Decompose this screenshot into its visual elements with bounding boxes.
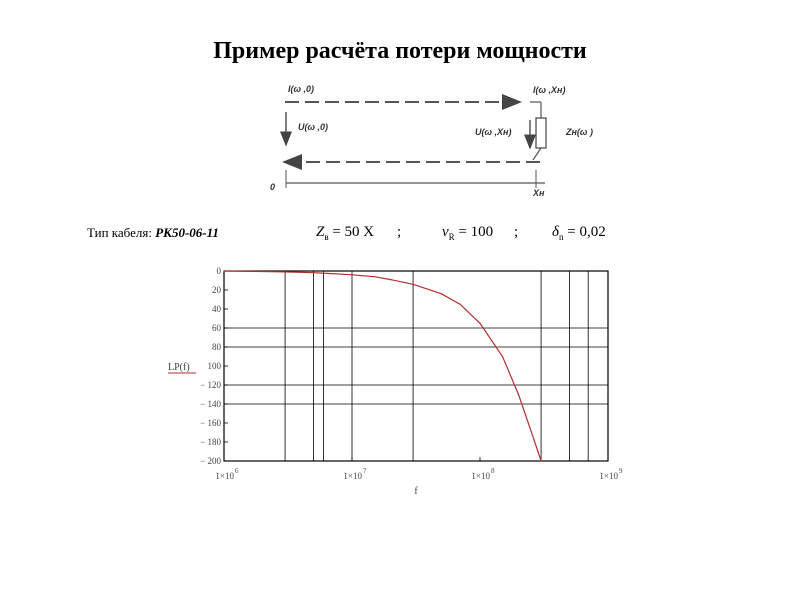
- label-i-end: I(ω ,Xн): [533, 85, 566, 95]
- label-x-end: Xн: [533, 188, 545, 198]
- eq1-sub: в: [324, 232, 329, 242]
- eq3-sub: n: [558, 232, 564, 242]
- eq1-rest: = 50 X: [328, 224, 375, 240]
- cable-type-prefix: Тип кабеля:: [87, 225, 152, 240]
- series-point: [351, 274, 352, 275]
- y-tick-label: 40: [212, 304, 221, 314]
- label-u-end: U(ω ,Xн): [475, 127, 512, 137]
- cable-type-value: РК50-06-11: [155, 225, 219, 240]
- eq3-rest: = 0,02: [563, 224, 606, 240]
- series-point: [262, 271, 263, 272]
- series-point: [284, 271, 285, 272]
- x-axis-label: f: [414, 486, 418, 497]
- eq2-rest: = 100: [454, 224, 494, 240]
- series-point: [530, 430, 531, 431]
- slide-title: Пример расчёта потери мощности: [213, 38, 587, 64]
- x-tick-label: 1×10: [343, 471, 362, 481]
- eq2-symbol: ν: [442, 224, 449, 240]
- eq2-sub: R: [448, 232, 455, 242]
- eq3-symbol: δ: [552, 224, 559, 240]
- y-tick-label: 60: [212, 323, 221, 333]
- label-z-load: Zн(ω ): [566, 127, 593, 137]
- series-point: [223, 270, 224, 271]
- x-tick-exponent: 9: [619, 467, 623, 475]
- label-origin: 0: [270, 182, 276, 192]
- x-tick-label: 1×10: [599, 471, 618, 481]
- y-tick-label: − 180: [200, 437, 221, 447]
- x-tick-label: 1×10: [471, 471, 490, 481]
- y-tick-label: − 120: [200, 380, 221, 390]
- x-tick-exponent: 7: [363, 467, 367, 475]
- y-tick-label: 0: [216, 266, 221, 276]
- series-point: [390, 279, 391, 280]
- y-tick-label: − 200: [200, 456, 221, 466]
- x-tick-label: 1×10: [215, 471, 234, 481]
- series-point: [502, 356, 503, 357]
- x-tick-exponent: 6: [235, 467, 239, 475]
- series-line: [224, 271, 541, 461]
- label-u-start: U(ω ,0): [298, 122, 329, 132]
- series-point: [313, 272, 314, 273]
- label-i-start: I(ω ,0): [288, 84, 315, 94]
- series-point: [412, 284, 413, 285]
- series-point: [441, 293, 442, 294]
- x-tick-exponent: 8: [491, 467, 495, 475]
- series-point: [332, 273, 333, 274]
- sep-2: ;: [514, 224, 519, 240]
- y-tick-label: − 140: [200, 399, 221, 409]
- series-point: [540, 460, 541, 461]
- series-point: [460, 304, 461, 305]
- y-tick-label: 100: [207, 361, 221, 371]
- sep-1: ;: [397, 224, 402, 240]
- series-point: [374, 276, 375, 277]
- y-tick-label: 80: [212, 342, 221, 352]
- series-point: [479, 323, 480, 324]
- eq1-symbol: Z: [316, 224, 325, 240]
- y-tick-label: − 160: [200, 418, 221, 428]
- series-point: [518, 394, 519, 395]
- y-axis-label: LP(f): [168, 362, 190, 373]
- plot-frame: [224, 271, 608, 461]
- y-tick-label: 20: [212, 285, 221, 295]
